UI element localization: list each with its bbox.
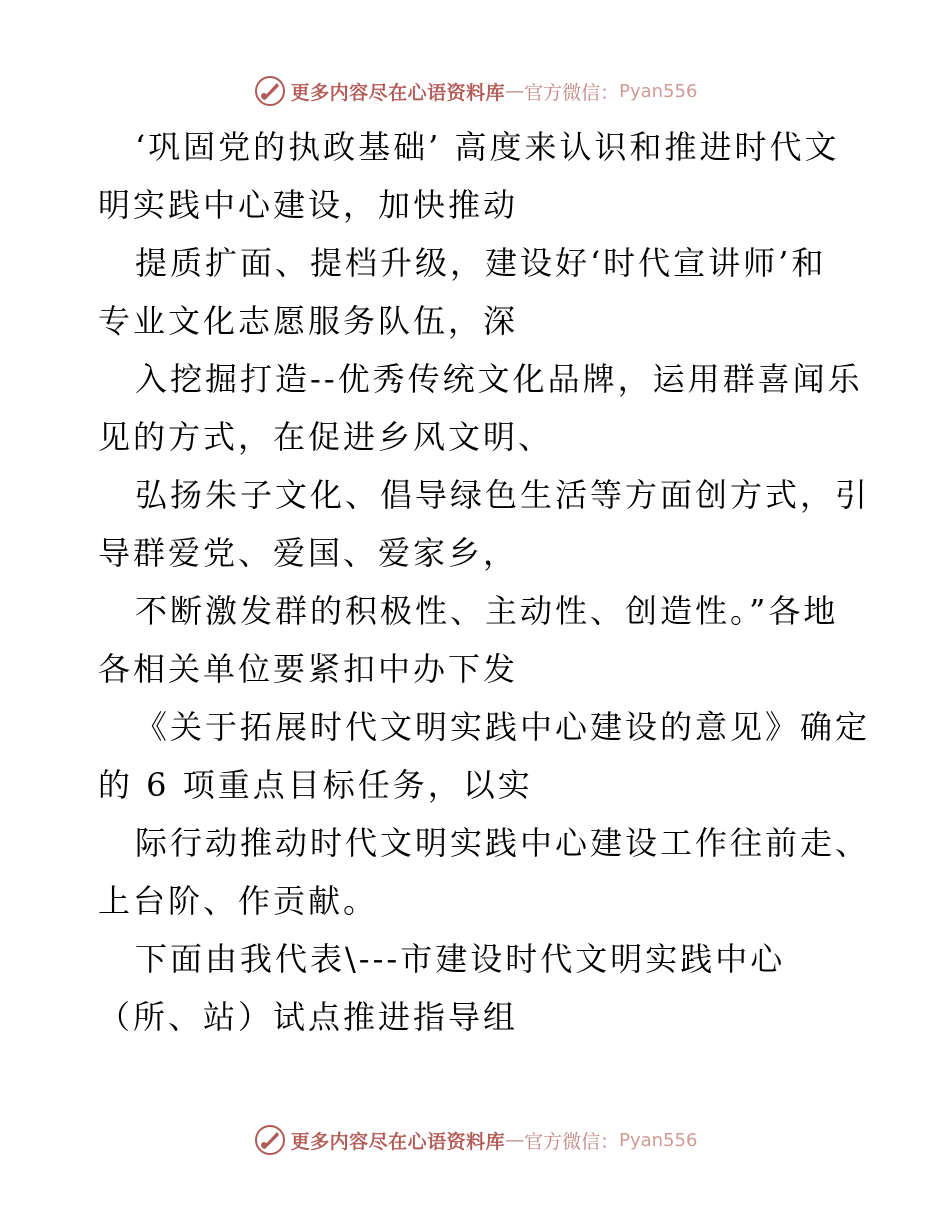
- body-line: 《关于拓展时代文明实践中心建设的意见》确定: [135, 708, 871, 746]
- watermark-dash: —: [505, 80, 525, 102]
- body-line: （所、站）试点推进指导组: [98, 998, 519, 1036]
- body-line: 不断激发群的积极性、主动性、创造性。”各地: [135, 592, 839, 630]
- watermark-label: 官方微信：: [524, 81, 620, 104]
- watermark-footer: [0, 1120, 950, 1160]
- watermark-label: 官方微信：: [524, 1130, 620, 1153]
- body-line: 际行动推动时代文明实践中心建设工作往前走、: [135, 824, 871, 862]
- body-line: 下面由我代表\---市建设时代文明实践中心: [135, 940, 786, 978]
- quill-logo-icon: [253, 1123, 287, 1157]
- watermark-id: Pyan556: [619, 1129, 698, 1151]
- body-line: 上台阶、作贡献。: [98, 882, 379, 920]
- body-line: 专业文化志愿服务队伍，深: [98, 302, 519, 340]
- body-line: 的 6 项重点目标任务，以实: [98, 766, 533, 804]
- body-line: 导群爱党、爱国、爱家乡，: [98, 534, 519, 572]
- body-line: 明实践中心建设，加快推动: [98, 186, 519, 224]
- watermark-header: [0, 71, 950, 111]
- body-line: 见的方式，在促进乡风文明、: [98, 418, 554, 456]
- body-line: 弘扬朱子文化、倡导绿色生活等方面创方式，引: [135, 476, 871, 514]
- body-line: 各相关单位要紧扣中办下发: [98, 650, 519, 688]
- body-line: 提质扩面、提档升级，建设好‘时代宣讲师’和: [135, 244, 827, 282]
- document-body: [98, 118, 871, 1046]
- quill-logo-icon: [253, 74, 287, 108]
- body-line: 入挖掘打造--优秀传统文化品牌，运用群喜闻乐: [135, 360, 863, 398]
- watermark-dash: —: [505, 1129, 525, 1151]
- body-line: ‘巩固党的执政基础’ 高度来认识和推进时代文: [135, 128, 840, 166]
- watermark-id: Pyan556: [619, 80, 698, 102]
- watermark-title: 更多内容尽在心语资料库: [290, 1130, 506, 1153]
- watermark-title: 更多内容尽在心语资料库: [290, 81, 506, 104]
